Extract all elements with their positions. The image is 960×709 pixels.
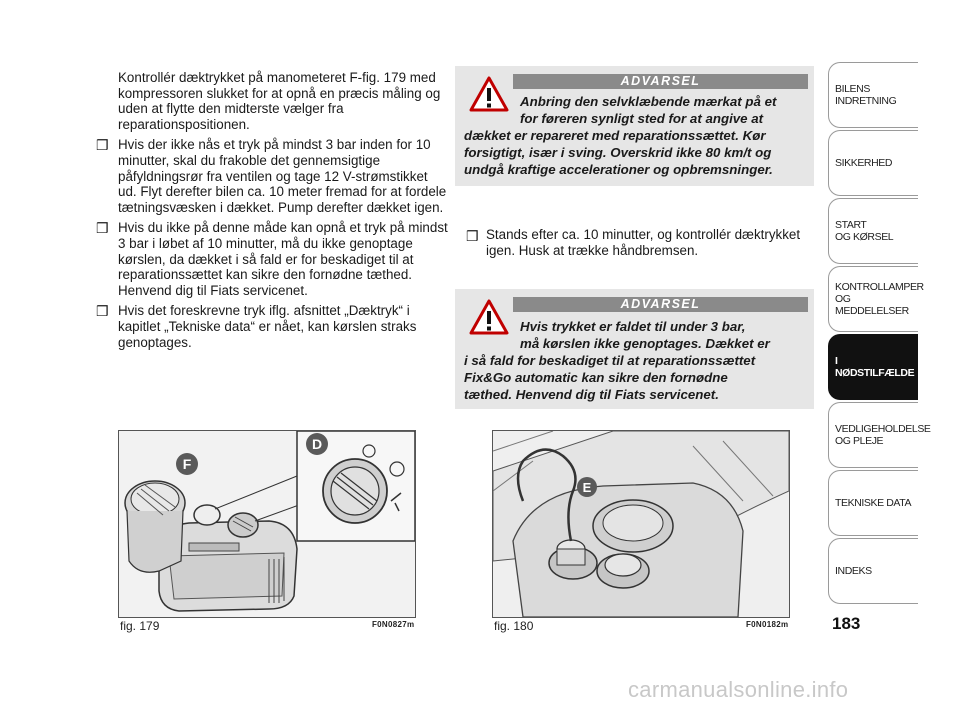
tab-start-og-koersel[interactable] [828,198,918,264]
tab-vedligeholdelse[interactable] [828,402,931,468]
bullet-item [96,303,448,350]
bullet-text: Hvis det foreskrevne tryk iflg. afsnittet „Dæktryk“ i kapitlet „Tekniske data“ er nået, kan kørslen straks genoptages. [118,303,417,350]
socket-illustration [493,431,789,617]
tab-indeks[interactable] [828,538,918,604]
warning-line: Anbring den selvklæbende mærkat på et [520,94,777,109]
warning-line: for føreren synligt sted for at angive at [520,111,764,126]
warning-triangle-icon [469,76,509,112]
tab-label: TEKNISKE DATA [835,497,912,509]
warning-heading: ADVARSEL [513,74,808,89]
warning-line: forsigtigt, især i sving. Overskrid ikke 80 km/t og [464,145,772,160]
watermark-footer: carmanualsonline.info [628,677,849,702]
intro-paragraph: Kontrollér dæktrykket på manometeret F-fig. 179 med kompressoren slukket for at opnå en præcis måling og uden at flytte den midterste vælger fra reparationspositionen. [118,70,441,132]
figure-180-code: F0N0182m [746,620,789,629]
bullet-text: Hvis du ikke på denne måde kan opnå et tryk på mindst 3 bar i løbet af 10 minutter, må du ikke genoptage kørslen, da dækket i så fald er for beskadiget til at reparationssættet kan sikre den fornødne tæthed. Henvend dig til Fiats servicenet. [118,220,448,298]
warning-line: må kørslen ikke genoptages. Dækket er [520,336,770,351]
tab-tekniske-data[interactable] [828,470,918,536]
marker-e: E [582,480,592,495]
tab-bilens-indretning[interactable] [828,62,918,128]
marker-f: F [182,456,192,472]
checkbox-bullet-icon: ❒ [96,303,109,320]
compressor-illustration [119,431,415,617]
warning-line: undgå kraftige accelerationer og opbremsninger. [464,162,773,177]
tab-label: KONTROLLAMPER [835,281,924,293]
warning-line: dækket er repareret med reparationssættet. Kør [464,128,766,143]
checkbox-bullet-icon: ❒ [96,137,109,154]
figure-179-label: fig. 179 [120,619,160,633]
tab-label: BILENS [835,83,870,95]
bullet-item [96,220,448,298]
figure-179-image [118,430,416,618]
bullet-item [96,137,448,215]
tab-label: INDRETNING [835,95,897,107]
figure-180-label: fig. 180 [494,619,534,633]
tab-label: INDEKS [835,565,872,577]
warning-box-2 [455,289,814,409]
warning-line: Fix&Go automatic kan sikre den fornødne [464,370,728,385]
marker-d: D [311,436,323,452]
checkbox-bullet-icon: ❒ [96,220,109,237]
tab-label: OG KØRSEL [835,231,894,243]
bullet-text: Stands efter ca. 10 minutter, og kontrollér dæktrykket igen. Husk at trække håndbremsen. [486,227,801,258]
warning-heading: ADVARSEL [513,297,808,312]
warning-line: tæthed. Henvend dig til Fiats servicenet. [464,387,719,402]
bullet-item [466,227,816,259]
warning-box-1 [455,66,814,186]
tab-label: SIKKERHED [835,157,893,169]
tab-kontrollamper[interactable] [828,266,924,332]
page-number: 183 [832,614,861,633]
tab-sikkerhed[interactable] [828,130,918,196]
tab-label: VEDLIGEHOLDELSE [835,423,931,435]
warning-line: Hvis trykket er faldet til under 3 bar, [520,319,746,334]
left-column [96,70,448,355]
tab-i-noedstilfaelde[interactable] [828,334,918,400]
tab-label: OG PLEJE [835,435,884,447]
tab-label: I NØDSTILFÆLDE [835,355,915,379]
figure-179-code: F0N0827m [372,620,415,629]
figure-180-image [492,430,790,618]
tab-label: OG MEDDELELSER [835,293,909,317]
warning-triangle-icon [469,299,509,335]
checkbox-bullet-icon: ❒ [466,228,479,244]
warning-line: i så fald for beskadiget til at reparationssættet [464,353,756,368]
tab-label: START [835,219,867,231]
bullet-text: Hvis der ikke nås et tryk på mindst 3 bar inden for 10 minutter, skal du frakoble det gennemsigtige påfyldningsrør fra ventilen og tage 12 V-strømstikket ud. Flyt derefter bilen ca. 10 meter fremad for at fordele tætningsvæsken i dækket. Pump derefter dækket igen. [118,137,447,215]
